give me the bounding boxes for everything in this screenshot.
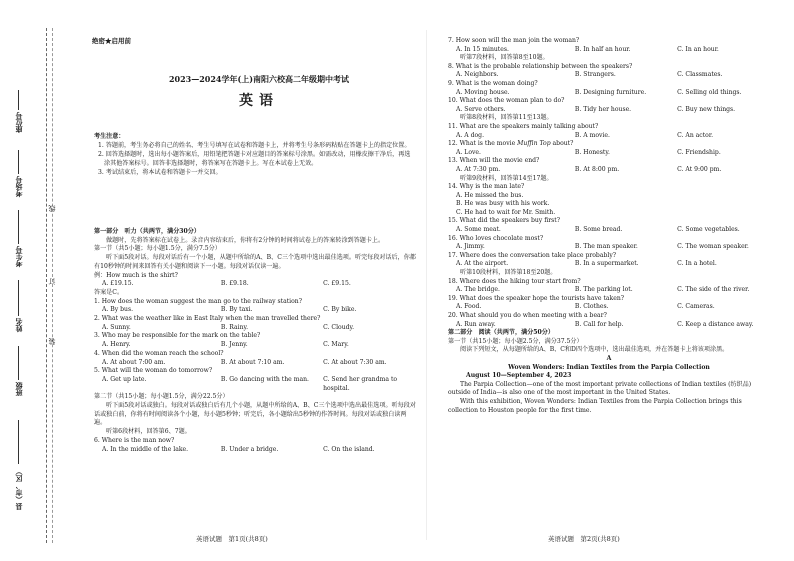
options-row [94, 341, 416, 350]
options-row [94, 324, 416, 333]
question: 7. How soon will the man join the woman? [448, 37, 580, 44]
passage-paragraph: With this exhibition, Woven Wonders: Indian Textiles from the Parpia Collection brings this collection to Houston people for the first time. [448, 397, 742, 414]
question: 20. What should you do when meeting with a bear? [448, 312, 607, 319]
option[interactable]: C. At 9:00 pm. [677, 165, 722, 173]
section2-title: 第二节（共15小题；每小题1.5分，满分22.5分） [94, 393, 229, 401]
candidate-number-label: 考生号 [14, 246, 23, 267]
candidate-number-field[interactable] [18, 210, 19, 244]
option[interactable]: B. Clothes. [574, 303, 609, 311]
option[interactable]: C. £9.15. [323, 280, 351, 288]
part2-title: 第二部分 阅读（共两节，满分50分） [448, 329, 554, 337]
listening-instruction: 听第9段材料，回答第14至17题。 [460, 174, 553, 182]
question: 17. Where does the conversation take place probably? [448, 251, 617, 259]
note-item: 1. 答题前，考生务必将自己的姓名、考生号填写在试卷和答题卡上，并将考生号条形码粘贴在答题卡上的指定位置。 [98, 142, 411, 149]
option[interactable]: C. The woman speaker. [677, 243, 749, 251]
county-field[interactable] [18, 420, 19, 464]
note-item: 2. 回答选择题时，选出每小题答案后，用铅笔把答题卡对应题目的答案标号涂黑。如需改动，用橡皮擦干净后，再选涂其他答案标号。回答非选择题时，将答案写在答题卡上。写在本试卷上无效。 [98, 151, 411, 167]
option[interactable]: A. Get up late. [102, 375, 147, 383]
class-field[interactable] [18, 346, 19, 380]
binding-mark-bind: 装 [48, 338, 56, 345]
listening-instruction: 听第6段材料，回答第6、7题。 [106, 428, 191, 436]
option[interactable]: C. Friendship. [677, 148, 721, 156]
option[interactable]: B. At 8:00 pm. [574, 165, 620, 173]
left-column [94, 228, 416, 454]
question: 10. What does the woman plan to do? [448, 97, 565, 105]
option[interactable]: A. Henry. [102, 341, 131, 349]
column-divider [426, 30, 427, 540]
option[interactable]: B. Go dancing with the man. [220, 375, 309, 383]
option[interactable]: C. On the island. [323, 445, 375, 453]
question: 13. When will the movie end? [448, 157, 540, 165]
question: 18. Where does the hiking tour start from? [448, 277, 581, 285]
option[interactable]: A. In the middle of the lake. [102, 445, 189, 453]
option[interactable]: C. In a hotel. [677, 260, 717, 268]
seat-number-label: 座位号 [14, 112, 23, 133]
option[interactable]: C. Mary. [323, 341, 349, 349]
listening-instruction: 听第7段材料，回答第8至10题。 [460, 54, 549, 62]
question: 2. What was the weather like in East Italy when the man travelled there? [94, 315, 321, 323]
question: 14. Why is the man late? [448, 183, 525, 191]
options-row [448, 243, 770, 252]
option[interactable]: A. Love. [456, 148, 481, 156]
option[interactable]: B. Under a bridge. [220, 445, 279, 453]
option[interactable]: B. Honesty. [574, 148, 610, 156]
part2-section1-title: 第一节（共15小题；每小题2.5分，满分37.5分） [448, 337, 583, 345]
option[interactable]: A. The bridge. [456, 286, 500, 294]
option[interactable]: B. Some bread. [574, 226, 623, 234]
option[interactable]: B. Call for help. [574, 320, 624, 328]
note-item: 3. 考试结束后，将本试卷和答题卡一并交回。 [98, 169, 222, 176]
passage-letter: A [606, 354, 612, 362]
question: 1. How does the woman suggest the man go to the railway station? [94, 297, 302, 305]
seat-number-field[interactable] [18, 90, 19, 110]
option[interactable]: A. Food. [456, 303, 482, 311]
example-question: 例：How much is the shirt? [94, 271, 178, 279]
notes-heading: 考生注意： [94, 133, 125, 140]
option[interactable]: A. Serve others. [456, 105, 506, 113]
option[interactable]: C. Keep a distance away. [677, 320, 754, 328]
question-text: about? [550, 140, 574, 148]
options-row [448, 132, 770, 141]
option[interactable]: B. Rainy. [220, 323, 249, 331]
option[interactable]: B. Jenny. [220, 341, 248, 349]
cut-line-inner [52, 28, 53, 543]
option[interactable]: A. Run away. [456, 320, 496, 328]
part2-intro: 阅读下列短文，从每题所给的A、B、C和D四个选项中，选出最佳选项，并在答题卡上将该项涂黑。 [460, 346, 729, 354]
option[interactable]: C. By bike. [323, 306, 357, 314]
listening-instruction: 听第10段材料，回答第18至20题。 [460, 269, 557, 277]
option[interactable]: C. In an hour. [677, 45, 719, 53]
exam-title: 2023—2024学年(上)南阳六校高二年级期中考试 [168, 74, 350, 84]
class-label: 班级 [14, 382, 23, 396]
room-number-label: 考场号 [14, 176, 23, 197]
options-row [448, 89, 770, 98]
page-footer-left: 英语试题 第1页(共8页) [196, 535, 268, 543]
page-footer-right: 英语试题 第2页(共8页) [548, 535, 620, 543]
section2-intro: 听下面5段对话或独白。每段对话或独白后有几个小题，从题中所给的A、B、C三个选项中选出最佳选项。听每段对话或独白前，你将有时间阅读各个小题，每小题5秒钟；听完后，各小题给出5秒钟的作答时间。每段对话或独白读两遍。 [94, 402, 416, 427]
county-label: 县（市、区） [14, 468, 23, 510]
options-row [448, 71, 770, 80]
option[interactable]: B. The man speaker. [574, 243, 638, 251]
passage-paragraph: The Parpia Collection—one of the most important private collections of Indian textiles (纺织品) outside of India—is also one of the most important in the United States. [448, 380, 752, 397]
option[interactable]: C. Some vegetables. [677, 226, 740, 234]
movie-title: Muffin Top [517, 140, 551, 148]
option[interactable]: C. Send her grandma to hospital. [323, 375, 398, 392]
option[interactable]: C. He had to wait for Mr. Smith. [456, 208, 556, 216]
option[interactable]: A. Neighbors. [456, 71, 499, 79]
option[interactable]: C. An actor. [677, 131, 714, 139]
option[interactable]: A. At about 7:00 am. [102, 358, 166, 366]
option[interactable]: B. He was busy with his work. [456, 200, 550, 208]
option[interactable]: C. At about 7:30 am. [323, 358, 387, 366]
option[interactable]: A. Moving house. [456, 88, 510, 96]
binding-strip [0, 0, 60, 561]
question [448, 140, 770, 149]
part1-title: 第一部分 听力（共两节，满分30分） [94, 228, 200, 235]
part1-intro: 做题时，先将答案标在试卷上。录音内容结束后，你将有2分钟的时间将试卷上的答案转涂到答题卡上。 [106, 236, 385, 244]
listening-instruction: 听第8段材料，回答第11至13题。 [460, 114, 553, 122]
options-row [448, 260, 770, 269]
binding-mark-line: 线 [48, 205, 56, 212]
options-row [94, 446, 416, 455]
question: 19. What does the speaker hope the tourists have taken? [448, 294, 625, 302]
options-row [94, 376, 416, 393]
option[interactable]: B. By taxi. [220, 306, 253, 314]
option[interactable]: B. The parking lot. [574, 286, 633, 294]
option[interactable]: B. A movie. [574, 131, 610, 139]
option[interactable]: B. In half an hour. [574, 45, 631, 53]
options-row [448, 166, 770, 175]
name-field[interactable] [18, 280, 19, 316]
option[interactable]: A. Some meat. [456, 226, 501, 234]
option[interactable]: A. In 15 minutes. [456, 45, 509, 53]
question: 15. What did the speakers buy first? [448, 217, 561, 225]
option[interactable]: A. A dog. [456, 131, 485, 139]
question: 6. Where is the man now? [94, 436, 175, 444]
option[interactable]: B. At about 7:10 am. [220, 358, 285, 366]
options-row [448, 286, 770, 295]
option[interactable]: C. The side of the river. [677, 286, 750, 294]
example-options [94, 280, 416, 289]
option[interactable]: A. He missed the bus. [456, 191, 524, 199]
candidate-notes [94, 132, 416, 177]
option[interactable]: A. At 7:30 pm. [456, 165, 501, 173]
options-row [94, 306, 416, 315]
example-answer: 答案是C。 [94, 288, 124, 296]
passage-dates: August 10—September 4, 2023 [466, 372, 572, 380]
question: 16. Who loves chocolate most? [448, 234, 544, 242]
section1-title: 第一节（共5小题；每小题1.5分，满分7.5分） [94, 245, 221, 253]
name-label: 姓名 [14, 318, 23, 332]
options-row [448, 226, 770, 235]
options-row [448, 46, 770, 55]
option[interactable]: A. At the airport. [456, 260, 509, 268]
section1-intro: 听下面5段对话。每段对话后有一个小题，从题中所给的A、B、C三个选项中选出最佳选项。听完每段对话后，你都有10秒钟的时间来回答有关小题和阅读下一小题。每段对话仅读一遍。 [94, 254, 416, 270]
room-number-field[interactable] [18, 150, 19, 174]
options-row [94, 359, 416, 368]
binding-mark-staple: 订 [48, 278, 56, 285]
question: 11. What are the speakers mainly talking about? [448, 122, 599, 130]
option[interactable]: B. Designing furniture. [574, 88, 647, 96]
option[interactable]: C. Selling old things. [677, 88, 742, 96]
question: 4. When did the woman reach the school? [94, 349, 224, 357]
option[interactable]: B. In a supermarket. [574, 260, 639, 268]
option[interactable]: B. Tidy her house. [574, 105, 632, 113]
subject-title: 英语 [239, 93, 279, 109]
option[interactable]: C. Cloudy. [323, 323, 355, 331]
passage-title: Woven Wonders: Indian Textiles from the Parpia Collection [508, 363, 710, 371]
option[interactable]: C. Cameras. [677, 303, 715, 311]
option[interactable]: C. Buy new things. [677, 105, 736, 113]
options-row [448, 149, 770, 158]
question: 8. What is the probable relationship between the speakers? [448, 62, 633, 70]
option[interactable]: C. Classmates. [677, 71, 723, 79]
right-column [448, 37, 770, 415]
option[interactable]: A. £19.15. [102, 280, 134, 288]
options-row [448, 303, 770, 312]
options-row [448, 321, 770, 330]
question-text: 12. What is the movie [448, 140, 518, 148]
question: 3. Who may be responsible for the mark on the table? [94, 332, 261, 340]
option[interactable]: B. £9.18. [220, 280, 249, 288]
secret-label: 绝密★启用前 [92, 37, 131, 45]
cut-line [46, 28, 47, 543]
question: 5. What will the woman do tomorrow? [94, 367, 213, 375]
option[interactable]: A. Jimmy. [456, 243, 485, 251]
option[interactable]: A. Sunny. [102, 323, 131, 331]
option[interactable]: B. Strangers. [574, 71, 616, 79]
question: 9. What is the woman doing? [448, 79, 538, 87]
option[interactable]: A. By bus. [102, 306, 134, 314]
